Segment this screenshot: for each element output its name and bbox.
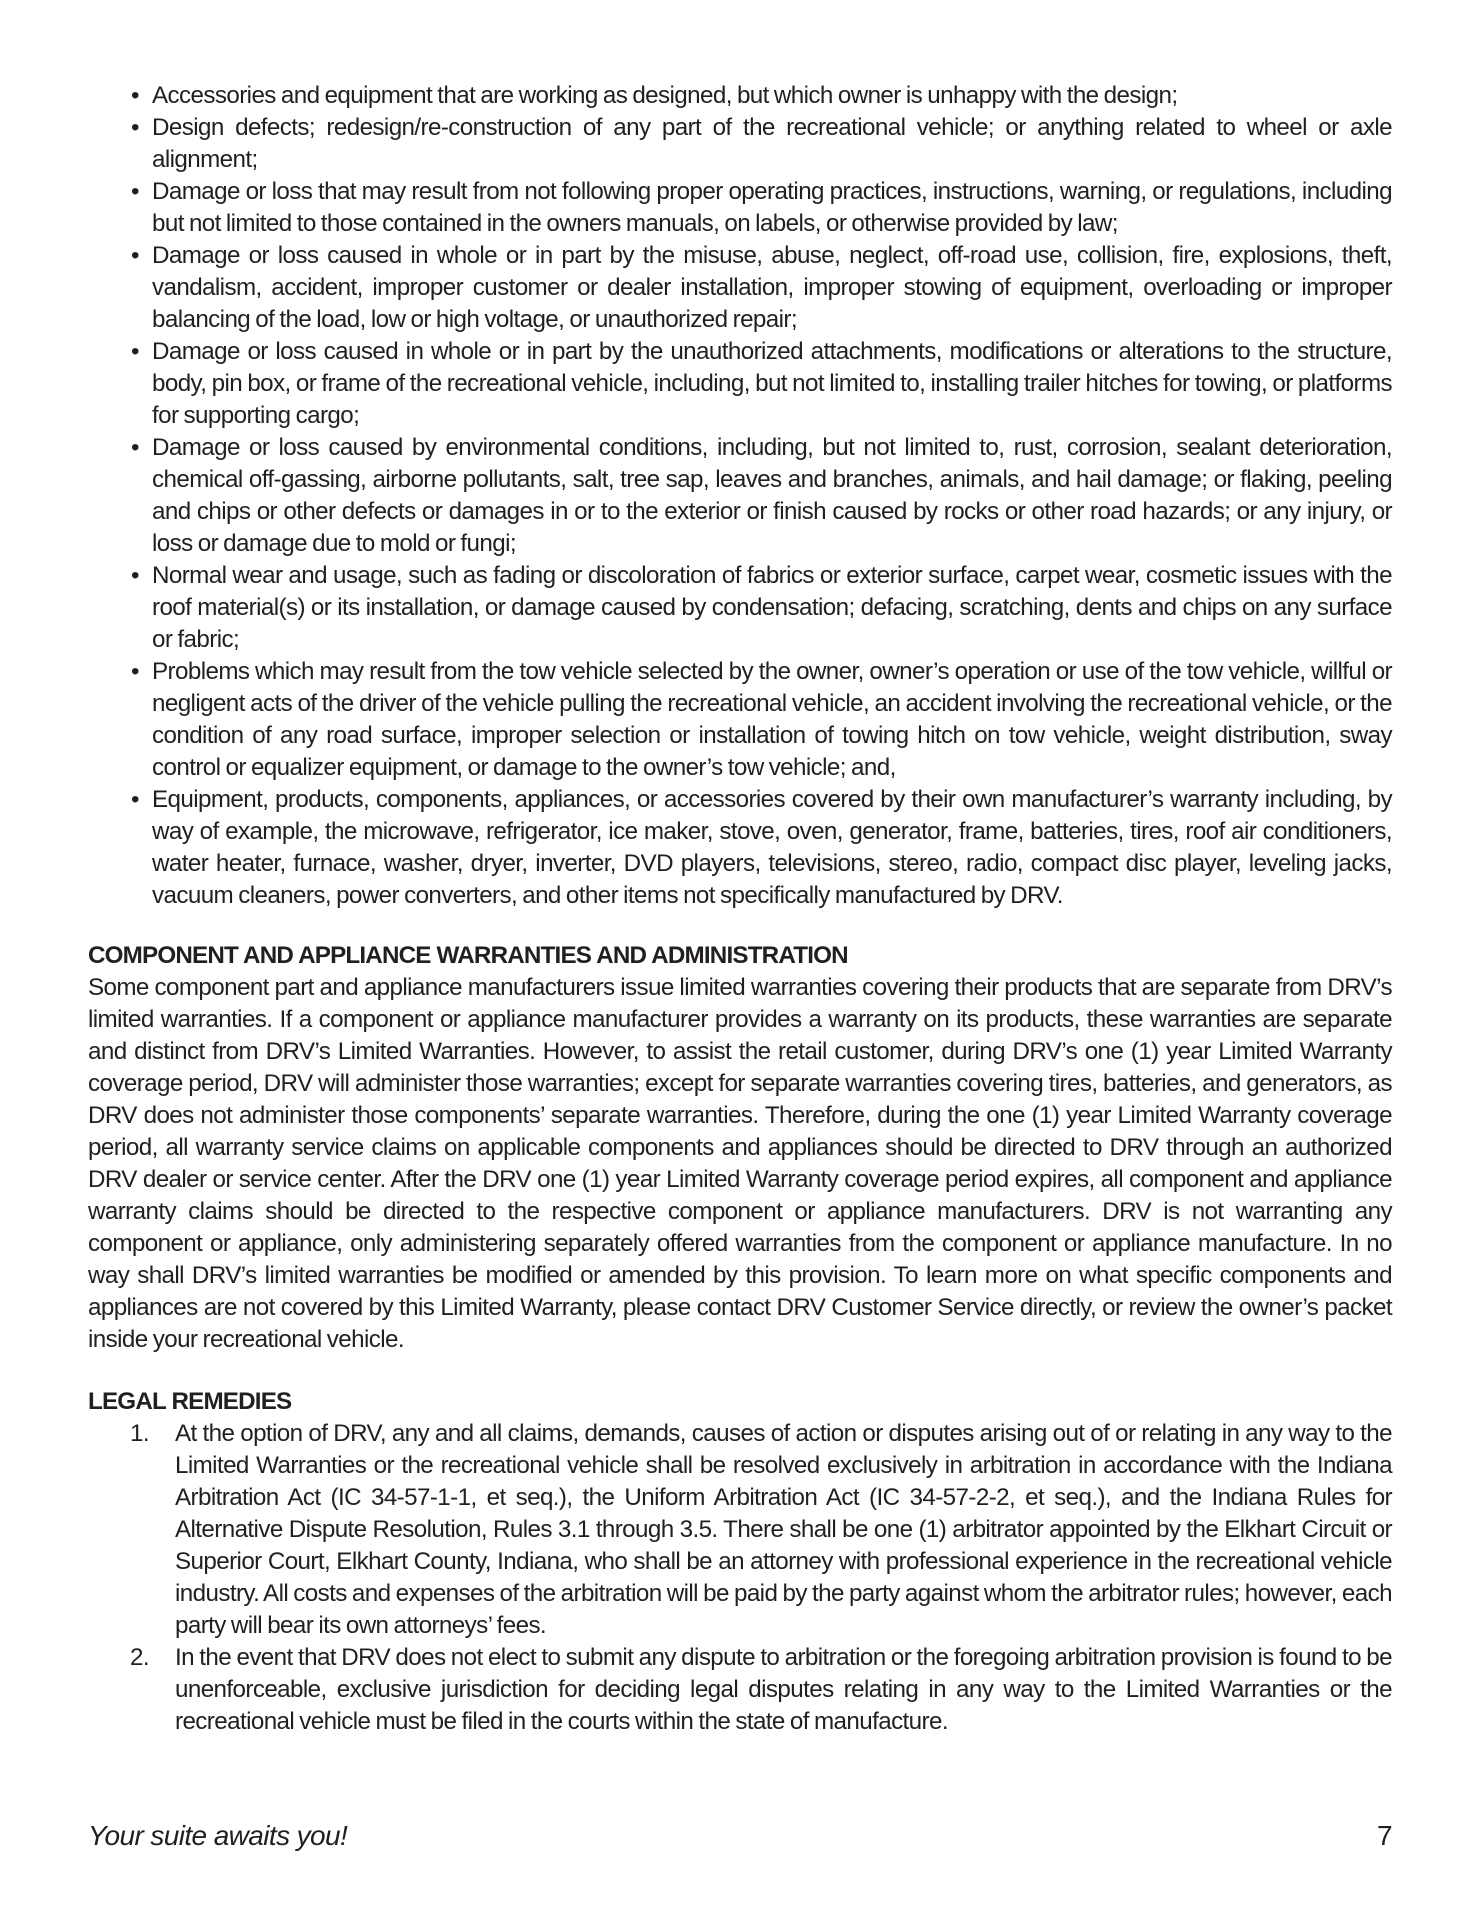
footer-tagline: Your suite awaits you! — [88, 1820, 348, 1851]
legal-remedies-list — [88, 1418, 1392, 1738]
exclusions-list — [88, 80, 1392, 912]
legal-remedies-section — [88, 1386, 1392, 1738]
list-item: • Damage or loss caused in whole or in part by the unauthorized attachments, modifications or alterations to the structure, body, pin box, or frame of the recreational vehicle, including, but not limited to, installing trailer hitches for towing, or platforms for supporting cargo; — [152, 336, 1392, 432]
item-text: In the event that DRV does not elect to submit any dispute to arbitration or the foregoing arbitration provision is found to be unenforceable, exclusive jurisdiction for deciding legal disputes relating in any way to the Limited Warranties or the recreational vehicle must be filed in the courts within the state of manufacture. — [175, 1644, 1392, 1735]
section-heading: COMPONENT AND APPLIANCE WARRANTIES AND ADMINISTRATION — [88, 942, 848, 969]
page-number: 7 — [1377, 1820, 1392, 1851]
list-item: • Design defects; redesign/re-construction of any part of the recreational vehicle; or anything related to wheel or axle alignment; — [152, 112, 1392, 176]
item-number: 2. — [130, 1644, 149, 1671]
page-footer — [88, 1820, 1392, 1852]
document-page — [88, 80, 1392, 1738]
list-item — [130, 1642, 1392, 1738]
item-text: At the option of DRV, any and all claims, demands, causes of action or disputes arising out of or relating in any way to the Limited Warranties or the recreational vehicle shall be resolved exclusively in arbitration in accordance with the Indiana Arbitration Act (IC 34-57-1-1, et seq.), the Uniform Arbitration Act (IC 34-57-2-2, et seq.), and the Indiana Rules for Alternative Dispute Resolution, Rules 3.1 through 3.5. There shall be one (1) arbitrator appointed by the Elkhart Circuit or Superior Court, Elkhart County, Indiana, who shall be an attorney with professional experience in the recreational vehicle industry. All costs and expenses of the arbitration will be paid by the party against whom the arbitrator rules; however, each party will bear its own attorneys’ fees. — [175, 1420, 1392, 1639]
list-item: • Damage or loss caused by environmental conditions, including, but not limited to, rust, corrosion, sealant deterioration, chemical off-gassing, airborne pollutants, salt, tree sap, leaves and branches, animals, and hail damage; or flaking, peeling and chips or other defects or damages in or to the exterior or finish caused by rocks or other road hazards; or any injury, or loss or damage due to mold or fungi; — [152, 432, 1392, 560]
list-item — [130, 1418, 1392, 1642]
list-item: • Problems which may result from the tow vehicle selected by the owner, owner’s operation or use of the tow vehicle, willful or negligent acts of the driver of the vehicle pulling the recreational vehicle, an accident involving the recreational vehicle, or the condition of any road surface, improper selection or installation of towing hitch on tow vehicle, weight distribution, sway control or equalizer equipment, or damage to the owner’s tow vehicle; and, — [152, 656, 1392, 784]
section-heading: LEGAL REMEDIES — [88, 1388, 292, 1415]
list-item: • Normal wear and usage, such as fading or discoloration of fabrics or exterior surface, carpet wear, cosmetic issues with the roof material(s) or its installation, or damage caused by condensation; defacing, scratching, dents and chips on any surface or fabric; — [152, 560, 1392, 656]
component-warranties-section — [88, 940, 1392, 1356]
list-item: • Damage or loss caused in whole or in part by the misuse, abuse, neglect, off-road use, collision, fire, explosions, theft, vandalism, accident, improper customer or dealer installation, improper stowing of equipment, overloading or improper balancing of the load, low or high voltage, or unauthorized repair; — [152, 240, 1392, 336]
list-item: • Accessories and equipment that are working as designed, but which owner is unhappy with the design; — [152, 80, 1392, 112]
list-item: • Equipment, products, components, appliances, or accessories covered by their own manufacturer’s warranty including, by way of example, the microwave, refrigerator, ice maker, stove, oven, generator, frame, batteries, tires, roof air conditioners, water heater, furnace, washer, dryer, inverter, DVD players, televisions, stereo, radio, compact disc player, leveling jacks, vacuum cleaners, power converters, and other items not specifically manufactured by DRV. — [152, 784, 1392, 912]
item-number: 1. — [130, 1420, 149, 1447]
section-body: Some component part and appliance manufacturers issue limited warranties covering their products that are separate from DRV’s limited warranties. If a component or appliance manufacturer provides a warranty on its products, these warranties are separate and distinct from DRV’s Limited Warranties. However, to assist the retail customer, during DRV’s one (1) year Limited Warranty coverage period, DRV will administer those warranties; except for separate warranties covering tires, batteries, and generators, as DRV does not administer those components’ separate warranties. Therefore, during the one (1) year Limited Warranty coverage period, all warranty service claims on applicable components and appliances should be directed to DRV through an authorized DRV dealer or service center. After the DRV one (1) year Limited Warranty coverage period expires, all component and appliance warranty claims should be directed to the respective component or appliance manufacturers. DRV is not warranting any component or appliance, only administering separately offered warranties from the component or appliance manufacture. In no way shall DRV’s limited warranties be modified or amended by this provision. To learn more on what specific components and appliances are not covered by this Limited Warranty, please contact DRV Customer Service directly, or review the owner’s packet inside your recreational vehicle. — [88, 974, 1392, 1353]
list-item: • Damage or loss that may result from not following proper operating practices, instructions, warning, or regulations, including but not limited to those contained in the owners manuals, on labels, or otherwise provided by law; — [152, 176, 1392, 240]
